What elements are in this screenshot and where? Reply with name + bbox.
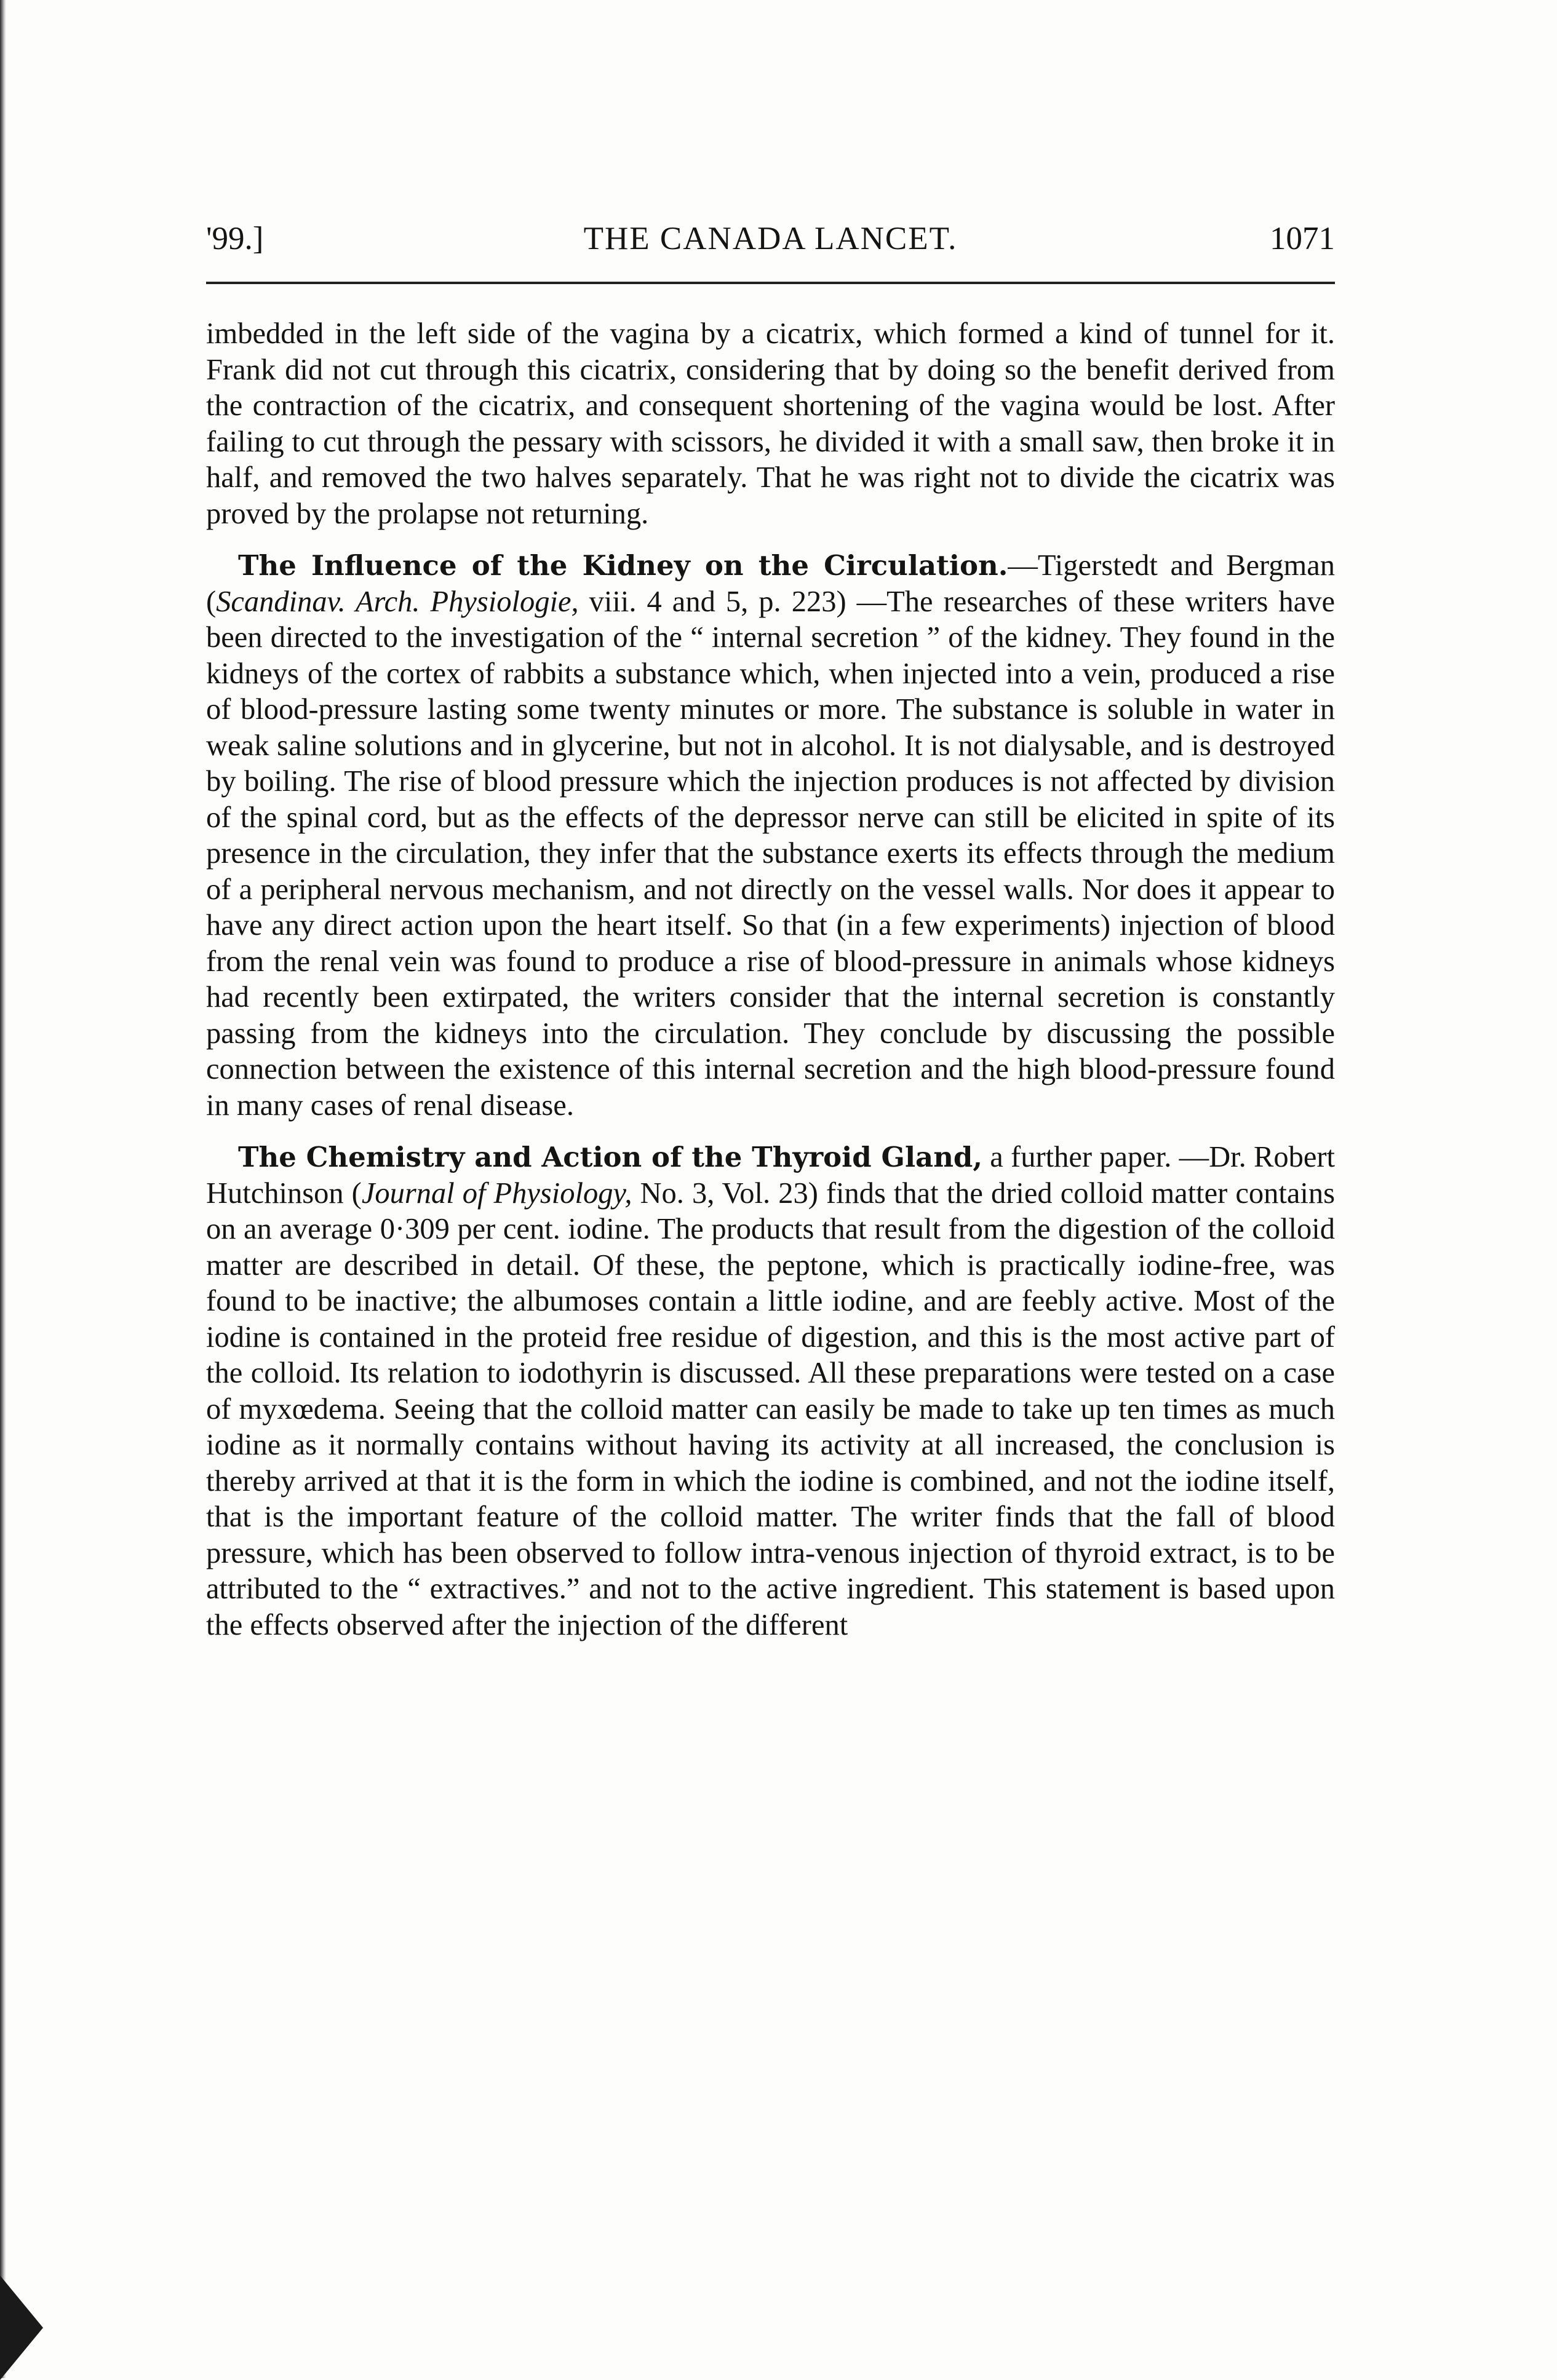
article-body: viii. 4 and 5, p. 223) —The researches of these writers have been directed to the investigation of the “ internal secretion ” of the kidney. They found in the kidneys of the cortex of rabbits a substance which, when injected into a vein, produced a rise of blood-pressure lasting some twenty minutes or more. The substance is soluble in water in weak saline solutions and in glycerine, but not in alcohol. It is not dialysable, and is destroyed by boiling. The rise of blood pressure which the injection produces is not affected by division of the spinal cord, but as the effects of the depressor nerve can still be elicited in spite of its presence in the circulation, they infer that the substance exerts its effects through the medium of a peripheral nervous mechanism, and not directly on the vessel walls. Nor does it appear to have any direct action upon the heart itself. So that (in a few experiments) injection of blood from the renal vein was found to produce a rise of blood-pressure in animals whose kidneys had recently been extirpated, the writers consider that the internal secretion is constantly passing from the kidneys into the circulation. They conclude by discussing the possible connection between the existence of this internal secretion and the high blood-pressure found in many cases of renal disease.: [206, 585, 1335, 1122]
header-rule: [206, 282, 1335, 284]
page-edge-shadow: [0, 0, 6, 2378]
page-number: 1071: [1270, 221, 1335, 256]
article-lead: a further paper. —Dr. Robert Hutchinson (: [206, 1141, 1335, 1210]
citation-journal: Scandinav. Arch. Physiologie,: [216, 585, 579, 618]
running-header: [206, 209, 1335, 264]
article-heading: The Influence of the Kidney on the Circulation.: [238, 549, 1008, 582]
article-lead: —Tigerstedt and Bergman (: [206, 549, 1335, 618]
paragraph-continuation: imbedded in the left side of the vagina by a cicatrix, which formed a kind of tunnel for it. Frank did not cut through this cicatrix, considering that by doing so the benefit derived from the contraction of the cicatrix, and consequent shortening of the vagina would be lost. After failing to cut through the pessary with scissors, he divided it with a small saw, then broke it in half, and removed the two halves separately. That he was right not to divide the cicatrix was proved by the prolapse not returning.: [206, 317, 1335, 530]
article-body: No. 3, Vol. 23) finds that the dried colloid matter contains on an average 0·309 per cent. iodine. The products that result from the digestion of the colloid matter are described in detail. Of these, the peptone, which is practically iodine-free, was found to be inactive; the albumoses contain a little iodine, and are feebly active. Most of the iodine is contained in the proteid free residue of digestion, and this is the most active part of the colloid. Its relation to iodothyrin is discussed. All these preparations were tested on a case of myxœdema. Seeing that the colloid matter can easily be made to take up ten times as much iodine as it normally contains without having its activity at all increased, the conclusion is thereby arrived at that it is the form in which the iodine is combined, and not the iodine itself, that is the important feature of the colloid matter. The writer finds that the fall of blood pressure, which has been observed to follow intra-venous injection of thyroid extract, is to be attributed to the “ extractives.” and not to the active ingredient. This statement is based upon the effects observed after the injection of the different: [206, 1176, 1335, 1641]
article-thyroid-gland: [206, 1140, 1335, 1643]
article-kidney-circulation: [206, 548, 1335, 1124]
citation-journal: Journal of Physiology,: [361, 1176, 632, 1210]
volume-year: '99.]: [206, 221, 264, 256]
article-heading: The Chemistry and Action of the Thyroid Gland,: [238, 1141, 983, 1173]
scan-artifact: [0, 2275, 43, 2380]
journal-title: THE CANADA LANCET.: [583, 221, 958, 256]
document-page: [206, 209, 1335, 1659]
